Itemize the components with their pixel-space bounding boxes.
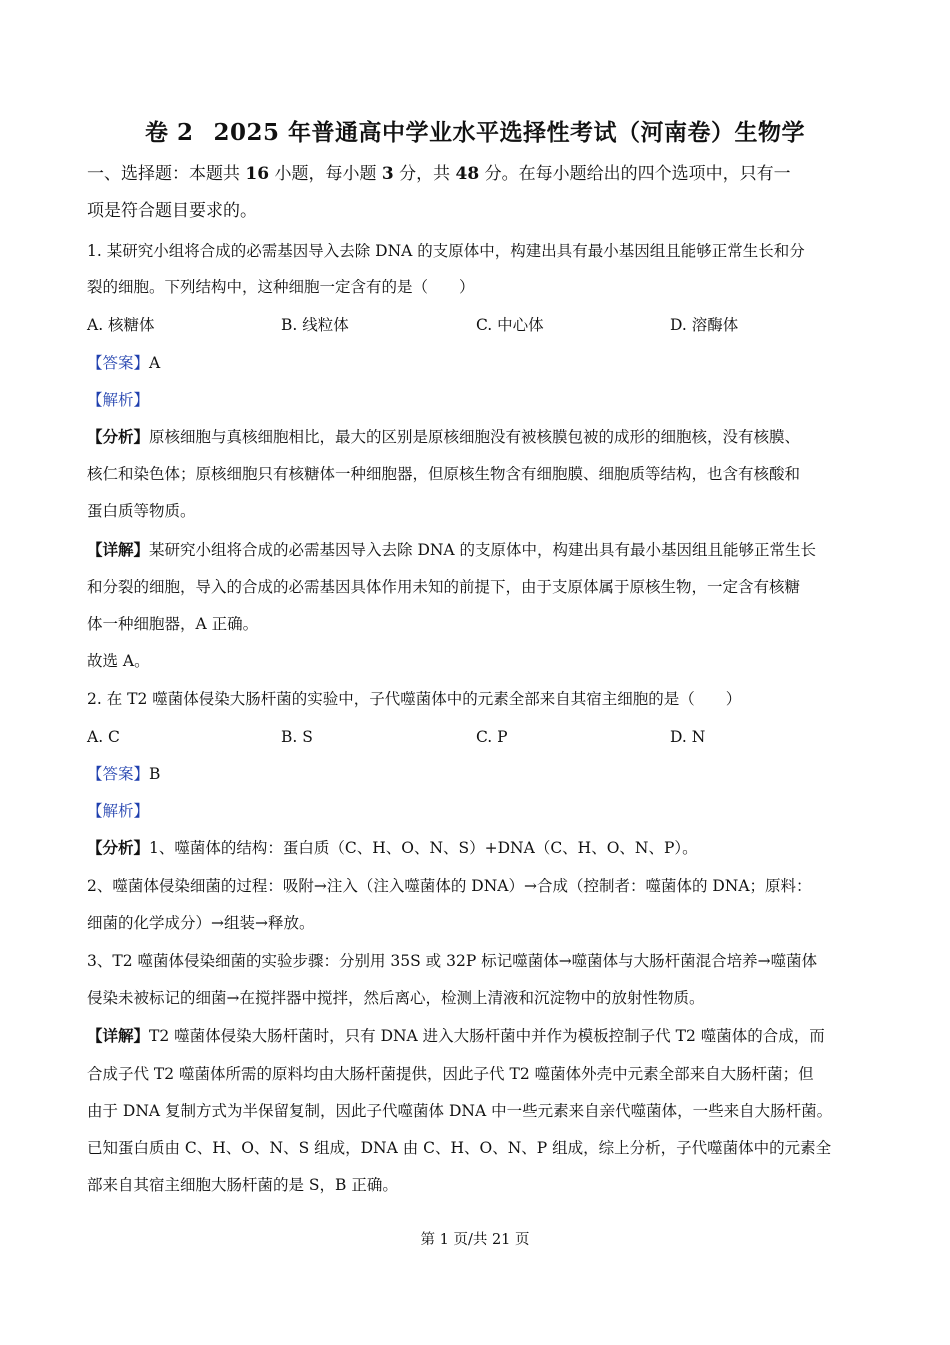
q1-conclusion: 故选 A。 xyxy=(87,652,150,670)
q1-xiangjie-line3: 体一种细胞器，A 正确。 xyxy=(87,615,259,633)
q1-analysis-label: 【解析】 xyxy=(87,391,150,409)
q2-answer xyxy=(87,764,160,784)
q2-xiangjie-line3: 由于 DNA 复制方式为半保留复制，因此子代噬菌体 DNA 中一些元素来自亲代噬菌体，一些来自大肠杆菌。 xyxy=(87,1102,833,1120)
q1-fenxi-line1: 【分析】原核细胞与真核细胞相比，最大的区别是原核细胞没有被核膜包被的成形的细胞核，没有核膜、 xyxy=(87,427,801,446)
q2-xiangjie-line4: 已知蛋白质由 C、H、O、N、S 组成，DNA 由 C、H、O、N、P 组成，综上分析，子代噬菌体中的元素全 xyxy=(87,1139,832,1157)
q1-option-a: A. 核糖体 xyxy=(87,316,155,334)
q1-xiangjie-line1: 【详解】某研究小组将合成的必需基因导入去除 DNA 的支原体中，构建出具有最小基因组且能够正常生长 xyxy=(87,540,817,559)
q2-option-d: D. N xyxy=(670,728,706,746)
q1-stem-line2: 裂的细胞。下列结构中，这种细胞一定含有的是（ ） xyxy=(87,278,475,296)
section-heading: 一、选择题：本题共 16 小题，每小题 3 分，共 48 分。在每小题给出的四个选项中，只有一 xyxy=(87,164,791,184)
q2-option-c: C. P xyxy=(476,728,508,746)
q2-xiangjie-line2: 合成子代 T2 噬菌体所需的原料均由大肠杆菌提供，因此子代 T2 噬菌体外壳中元素全部来自大肠杆菌；但 xyxy=(87,1065,814,1083)
q2-fenxi-line5: 侵染未被标记的细菌→在搅拌器中搅拌，然后离心，检测上清液和沉淀物中的放射性物质。 xyxy=(87,989,705,1007)
title-exam-name: 2025 年普通高中学业水平选择性考试（河南卷）生物学 xyxy=(213,119,806,146)
title-volume: 卷 2 xyxy=(144,119,194,146)
q1-answer xyxy=(87,353,160,373)
q1-fenxi-line2: 核仁和染色体；原核细胞只有核糖体一种细胞器，但原核生物含有细胞膜、细胞质等结构，也含有核酸和 xyxy=(87,465,801,483)
q2-option-b: B. S xyxy=(281,728,313,746)
q2-option-a: A. C xyxy=(87,728,120,746)
q2-stem: 2. 在 T2 噬菌体侵染大肠杆菌的实验中，子代噬菌体中的元素全部来自其宿主细胞的是（ ） xyxy=(87,690,742,708)
q2-analysis-label: 【解析】 xyxy=(87,802,150,820)
q1-option-b: B. 线粒体 xyxy=(281,316,349,334)
q2-fenxi-line1: 【分析】1、噬菌体的结构：蛋白质（C、H、O、N、S）+DNA（C、H、O、N、P）。 xyxy=(87,838,698,857)
q1-stem-line1: 1. 某研究小组将合成的必需基因导入去除 DNA 的支原体中，构建出具有最小基因组且能够正常生长和分 xyxy=(87,242,805,260)
q2-fenxi-line2: 2、噬菌体侵染细菌的过程：吸附→注入（注入噬菌体的 DNA）→合成（控制者：噬菌体的 DNA；原料： xyxy=(87,877,812,895)
q2-answer-label: 【答案】 xyxy=(87,765,150,783)
section-heading-line2: 项是符合题目要求的。 xyxy=(87,201,257,221)
q1-fenxi-line3: 蛋白质等物质。 xyxy=(87,502,196,520)
q1-xiangjie-line2: 和分裂的细胞，导入的合成的必需基因具体作用未知的前提下，由于支原体属于原核生物，一定含有核糖 xyxy=(87,578,801,596)
q2-answer-value: B xyxy=(149,765,161,783)
q2-xiangjie-line5: 部来自其宿主细胞大肠杆菌的是 S，B 正确。 xyxy=(87,1176,398,1194)
q1-option-d: D. 溶酶体 xyxy=(670,316,739,334)
page-footer: 第 1 页/共 21 页 xyxy=(420,1232,530,1248)
q2-fenxi-line4: 3、T2 噬菌体侵染细菌的实验步骤：分别用 35S 或 32P 标记噬菌体→噬菌体与大肠杆菌混合培养→噬菌体 xyxy=(87,952,818,970)
q1-answer-label: 【答案】 xyxy=(87,354,150,372)
q2-xiangjie-line1: 【详解】T2 噬菌体侵染大肠杆菌时，只有 DNA 进入大肠杆菌中并作为模板控制子代 T2 噬菌体的合成，而 xyxy=(87,1026,825,1045)
page-title xyxy=(0,114,950,147)
q1-option-c: C. 中心体 xyxy=(476,316,544,334)
q2-fenxi-line3: 细菌的化学成分）→组装→释放。 xyxy=(87,914,315,932)
q1-answer-value: A xyxy=(149,354,161,372)
